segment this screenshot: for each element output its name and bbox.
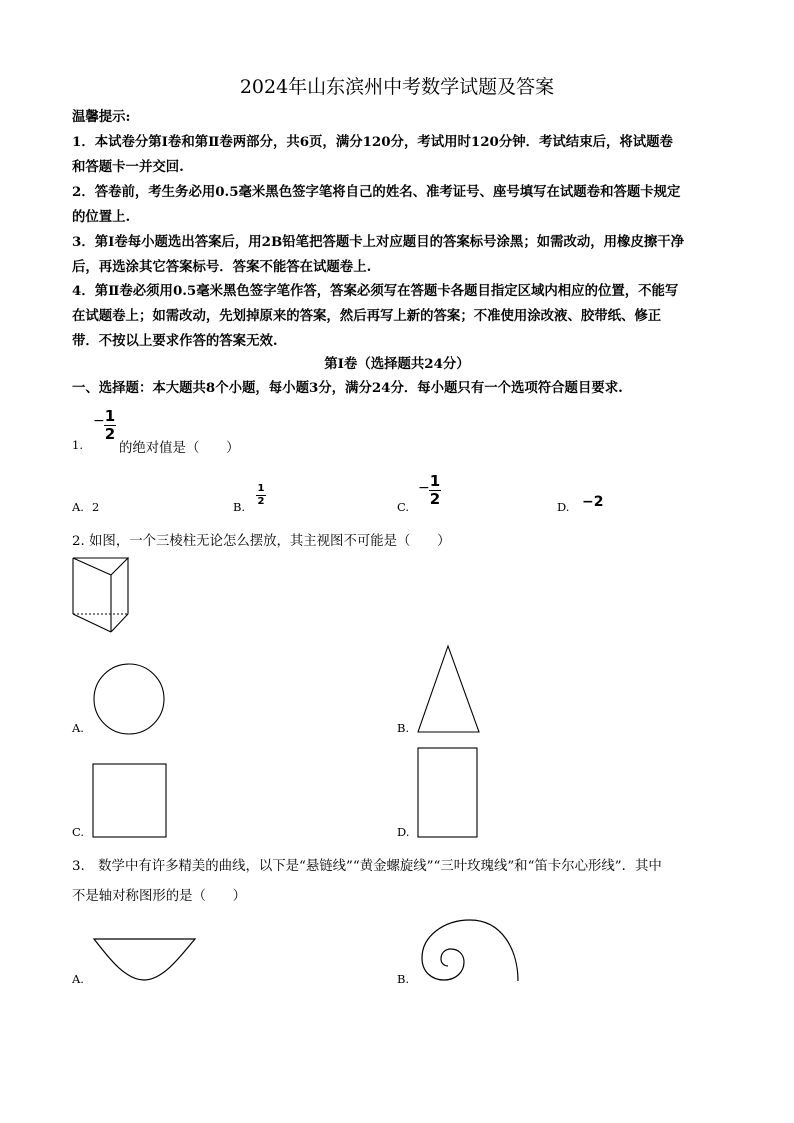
option-b-label: B.: [233, 500, 246, 514]
triangular-prism-figure: [70, 556, 132, 636]
option-b-fraction: [256, 484, 266, 507]
tips-line: 后，再选涂其它答案标号．答案不能答在试题卷上.: [72, 259, 372, 275]
fraction-numerator: 1: [257, 483, 265, 494]
tips-line: 带．不按以上要求作答的答案无效.: [72, 333, 278, 349]
fraction-denominator: 2: [429, 490, 441, 508]
question-stem-line: 3. 数学中有许多精美的曲线，以下是“悬链线”“黄金螺旋线”“三叶玫瑰线”和“笛卡尔心形线”．其中: [72, 859, 662, 874]
minus-sign: −: [93, 413, 105, 429]
option-c-fraction: [429, 474, 441, 507]
fraction: [104, 409, 116, 442]
option-a-label: A.: [72, 500, 84, 514]
question-stem: 的绝对值是（ ）: [119, 441, 240, 456]
option-a-value: 2: [92, 500, 100, 514]
tips-line: 的位置上.: [72, 209, 131, 225]
tips-line: 1．本试卷分第Ⅰ卷和第Ⅱ卷两部分，共6页，满分120分，考试用时120分钟．考试结束后，将试题卷: [72, 134, 673, 150]
question-number: 1.: [72, 438, 83, 452]
question-stem-line: 不是轴对称图形的是（ ）: [72, 889, 247, 904]
option-d-label: D.: [557, 500, 570, 514]
tips-line: 2．答卷前，考生务必用0.5毫米黑色签字笔将自己的姓名、准考证号、座号填写在试题卷和答题卡规定: [72, 184, 681, 200]
square-figure: [92, 763, 168, 839]
fraction-numerator: 1: [429, 472, 441, 490]
option-b-label: B.: [397, 972, 410, 986]
circle-figure: [92, 662, 166, 736]
tips-line: 和答题卡一并交回.: [72, 159, 184, 175]
rectangle-figure: [417, 747, 479, 839]
question-stem: 2. 如图，一个三棱柱无论怎么摆放，其主视图不可能是（ ）: [72, 534, 451, 549]
fraction-numerator: 1: [104, 407, 116, 425]
option-b-label: B.: [397, 721, 410, 735]
tips-line: 4．第Ⅱ卷必须用0.5毫米黑色签字笔作答，答案必须写在答题卡各题目指定区域内相应的位置，不能写: [72, 283, 679, 299]
catenary-figure: [92, 936, 198, 984]
option-c-label: C.: [397, 500, 410, 514]
tips-line: 3．第Ⅰ卷每小题选出答案后，用2B铅笔把答题卡上对应题目的答案标号涂黑；如需改动，用橡皮擦干净: [72, 234, 685, 250]
tips-heading: 温馨提示:: [72, 109, 131, 125]
tips-line: 在试题卷上；如需改动，先划掉原来的答案，然后再写上新的答案；不准使用涂改液、胶带纸、修正: [72, 308, 662, 324]
fraction-denominator: 2: [257, 496, 265, 507]
option-a-label: A.: [72, 972, 84, 986]
option-d-value: −2: [582, 494, 604, 510]
option-c-label: C.: [72, 825, 85, 839]
page-title: 2024年山东滨州中考数学试题及答案: [239, 76, 555, 98]
option-a-label: A.: [72, 721, 84, 735]
triangle-figure: [416, 644, 482, 734]
section-instruction: 一、选择题：本大题共8个小题，每小题3分，满分24分．每小题只有一个选项符合题目要求.: [72, 380, 623, 396]
fraction-denominator: 2: [104, 425, 116, 443]
option-d-label: D.: [397, 825, 410, 839]
minus-sign: −: [418, 480, 430, 496]
section-heading: 第Ⅰ卷（选择题共24分）: [324, 356, 470, 372]
golden-spiral-figure: [414, 914, 522, 984]
